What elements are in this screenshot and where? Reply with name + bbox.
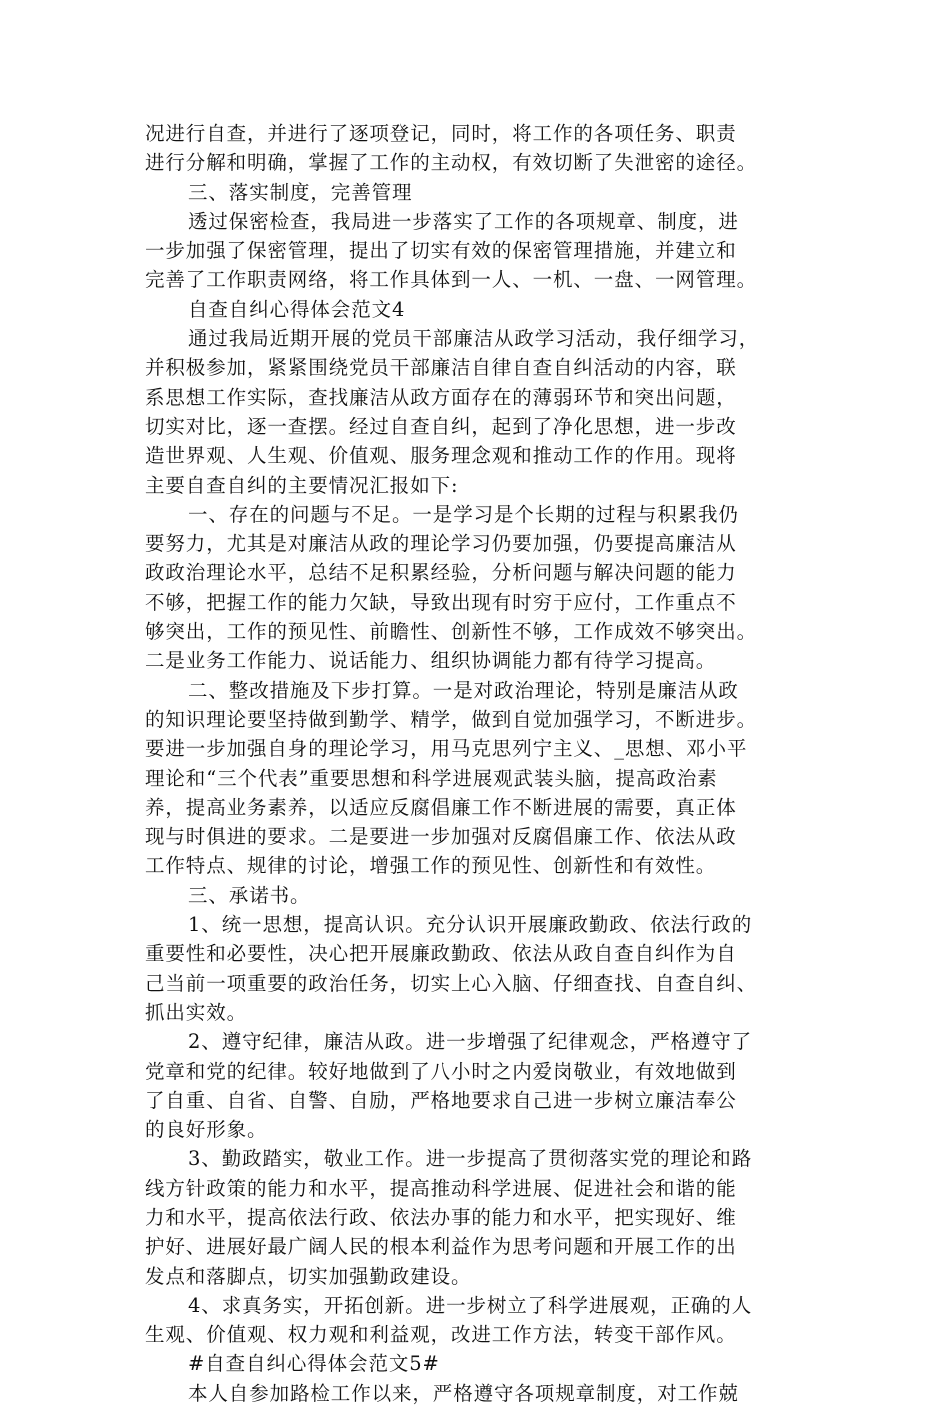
text-line: 党章和党的纪律。较好地做到了八小时之内爱岗敬业，有效地做到: [145, 1059, 737, 1083]
text-line: 二是业务工作能力、说话能力、组织协调能力都有待学习提高。: [145, 649, 717, 673]
text-line: 抓出实效。: [145, 1000, 248, 1024]
text-line: 的知识理论要坚持做到勤学、精学，做到自觉加强学习，不断进步。: [145, 707, 758, 731]
text-line: 通过我局近期开展的党员干部廉洁从政学习活动，我仔细学习，: [188, 327, 760, 351]
text-line: 工作特点、规律的讨论，增强工作的预见性、创新性和有效性。: [145, 854, 717, 878]
text-line: 己当前一项重要的政治任务，切实上心入脑、仔细查找、自查自纠、: [145, 971, 758, 995]
text-line: 养，提高业务素养，以适应反腐倡廉工作不断进展的需要，真正体: [145, 795, 737, 819]
text-line: 切实对比，逐一查摆。经过自查自纠，起到了净化思想，进一步改: [145, 414, 737, 438]
text-line: 自查自纠心得体会范文4: [188, 297, 406, 321]
text-line: 发点和落脚点，切实加强勤政建设。: [145, 1264, 472, 1288]
text-line: 现与时俱进的要求。二是要进一步加强对反腐倡廉工作、依法从政: [145, 825, 737, 849]
text-line: 况进行自查，并进行了逐项登记，同时，将工作的各项任务、职责: [145, 122, 737, 145]
text-line: 理论和“三个代表”重要思想和科学进展观武装头脑，提高政治素: [145, 766, 718, 790]
document-body: [145, 119, 807, 1408]
text-line: 本人自参加路检工作以来，严格遵守各项规章制度，对工作兢: [188, 1381, 739, 1405]
text-line: 护好、进展好最广阔人民的根本利益作为思考问题和开展工作的出: [145, 1235, 737, 1259]
text-line: 政政治理论水平，总结不足积累经验，分析问题与解决问题的能力: [145, 561, 737, 585]
text-line: 3、勤政踏实，敬业工作。进一步提高了贯彻落实党的理论和路: [188, 1147, 753, 1171]
text-line: 造世界观、人生观、价值观、服务理念观和推动工作的作用。现将: [145, 444, 737, 468]
text-line: 三、落实制度，完善管理: [188, 180, 413, 204]
text-line: 系思想工作实际，查找廉洁从政方面存在的薄弱环节和突出问题，: [145, 385, 737, 409]
text-line: 一步加强了保密管理，提出了切实有效的保密管理措施，并建立和: [145, 239, 737, 263]
text-line: 力和水平，提高依法行政、依法办事的能力和水平，把实现好、维: [145, 1205, 737, 1229]
text-line: 了自重、自省、自警、自励，严格地要求自己进一步树立廉洁奉公: [145, 1088, 737, 1112]
text-line: 生观、价值观、权力观和利益观，改进工作方法，转变干部作风。: [145, 1323, 737, 1347]
text-line: 2、遵守纪律，廉洁从政。进一步增强了纪律观念，严格遵守了: [188, 1030, 753, 1054]
text-line: 要努力，尤其是对廉洁从政的理论学习仍要加强，仍要提高廉洁从: [145, 532, 737, 556]
text-line: 的良好形象。: [145, 1118, 268, 1142]
text-line: 二、整改措施及下步打算。一是对政治理论，特别是廉洁从政: [188, 678, 739, 702]
text-line: 三、承诺书。: [188, 883, 311, 907]
text-line: 不够，把握工作的能力欠缺，导致出现有时穷于应付，工作重点不: [145, 590, 737, 614]
text-line: 并积极参加，紧紧围绕党员干部廉洁自律自查自纠活动的内容，联: [145, 356, 737, 380]
text-line: 一、存在的问题与不足。一是学习是个长期的过程与积累我仍: [188, 502, 739, 526]
text-line: 4、求真务实，开拓创新。进一步树立了科学进展观，正确的人: [188, 1293, 753, 1317]
text-line: #自查自纠心得体会范文5#: [188, 1352, 440, 1376]
text-line: 重要性和必要性，决心把开展廉政勤政、依法从政自查自纠作为自: [145, 942, 737, 966]
text-line: 要进一步加强自身的理论学习，用马克思列宁主义、_思想、邓小平: [145, 737, 748, 761]
text-line: 进行分解和明确，掌握了工作的主动权，有效切断了失泄密的途径。: [145, 151, 758, 175]
text-line: 够突出，工作的预见性、前瞻性、创新性不够，工作成效不够突出。: [145, 620, 758, 644]
text-line: 完善了工作职责网络，将工作具体到一人、一机、一盘、一网管理。: [145, 268, 758, 292]
text-line: 1、统一思想，提高认识。充分认识开展廉政勤政、依法行政的: [188, 913, 753, 937]
text-line: 主要自查自纠的主要情况汇报如下:: [145, 473, 459, 497]
text-line: 透过保密检查，我局进一步落实了工作的各项规章、制度，进: [188, 209, 739, 233]
text-line: 线方针政策的能力和水平，提高推动科学进展、促进社会和谐的能: [145, 1176, 737, 1200]
